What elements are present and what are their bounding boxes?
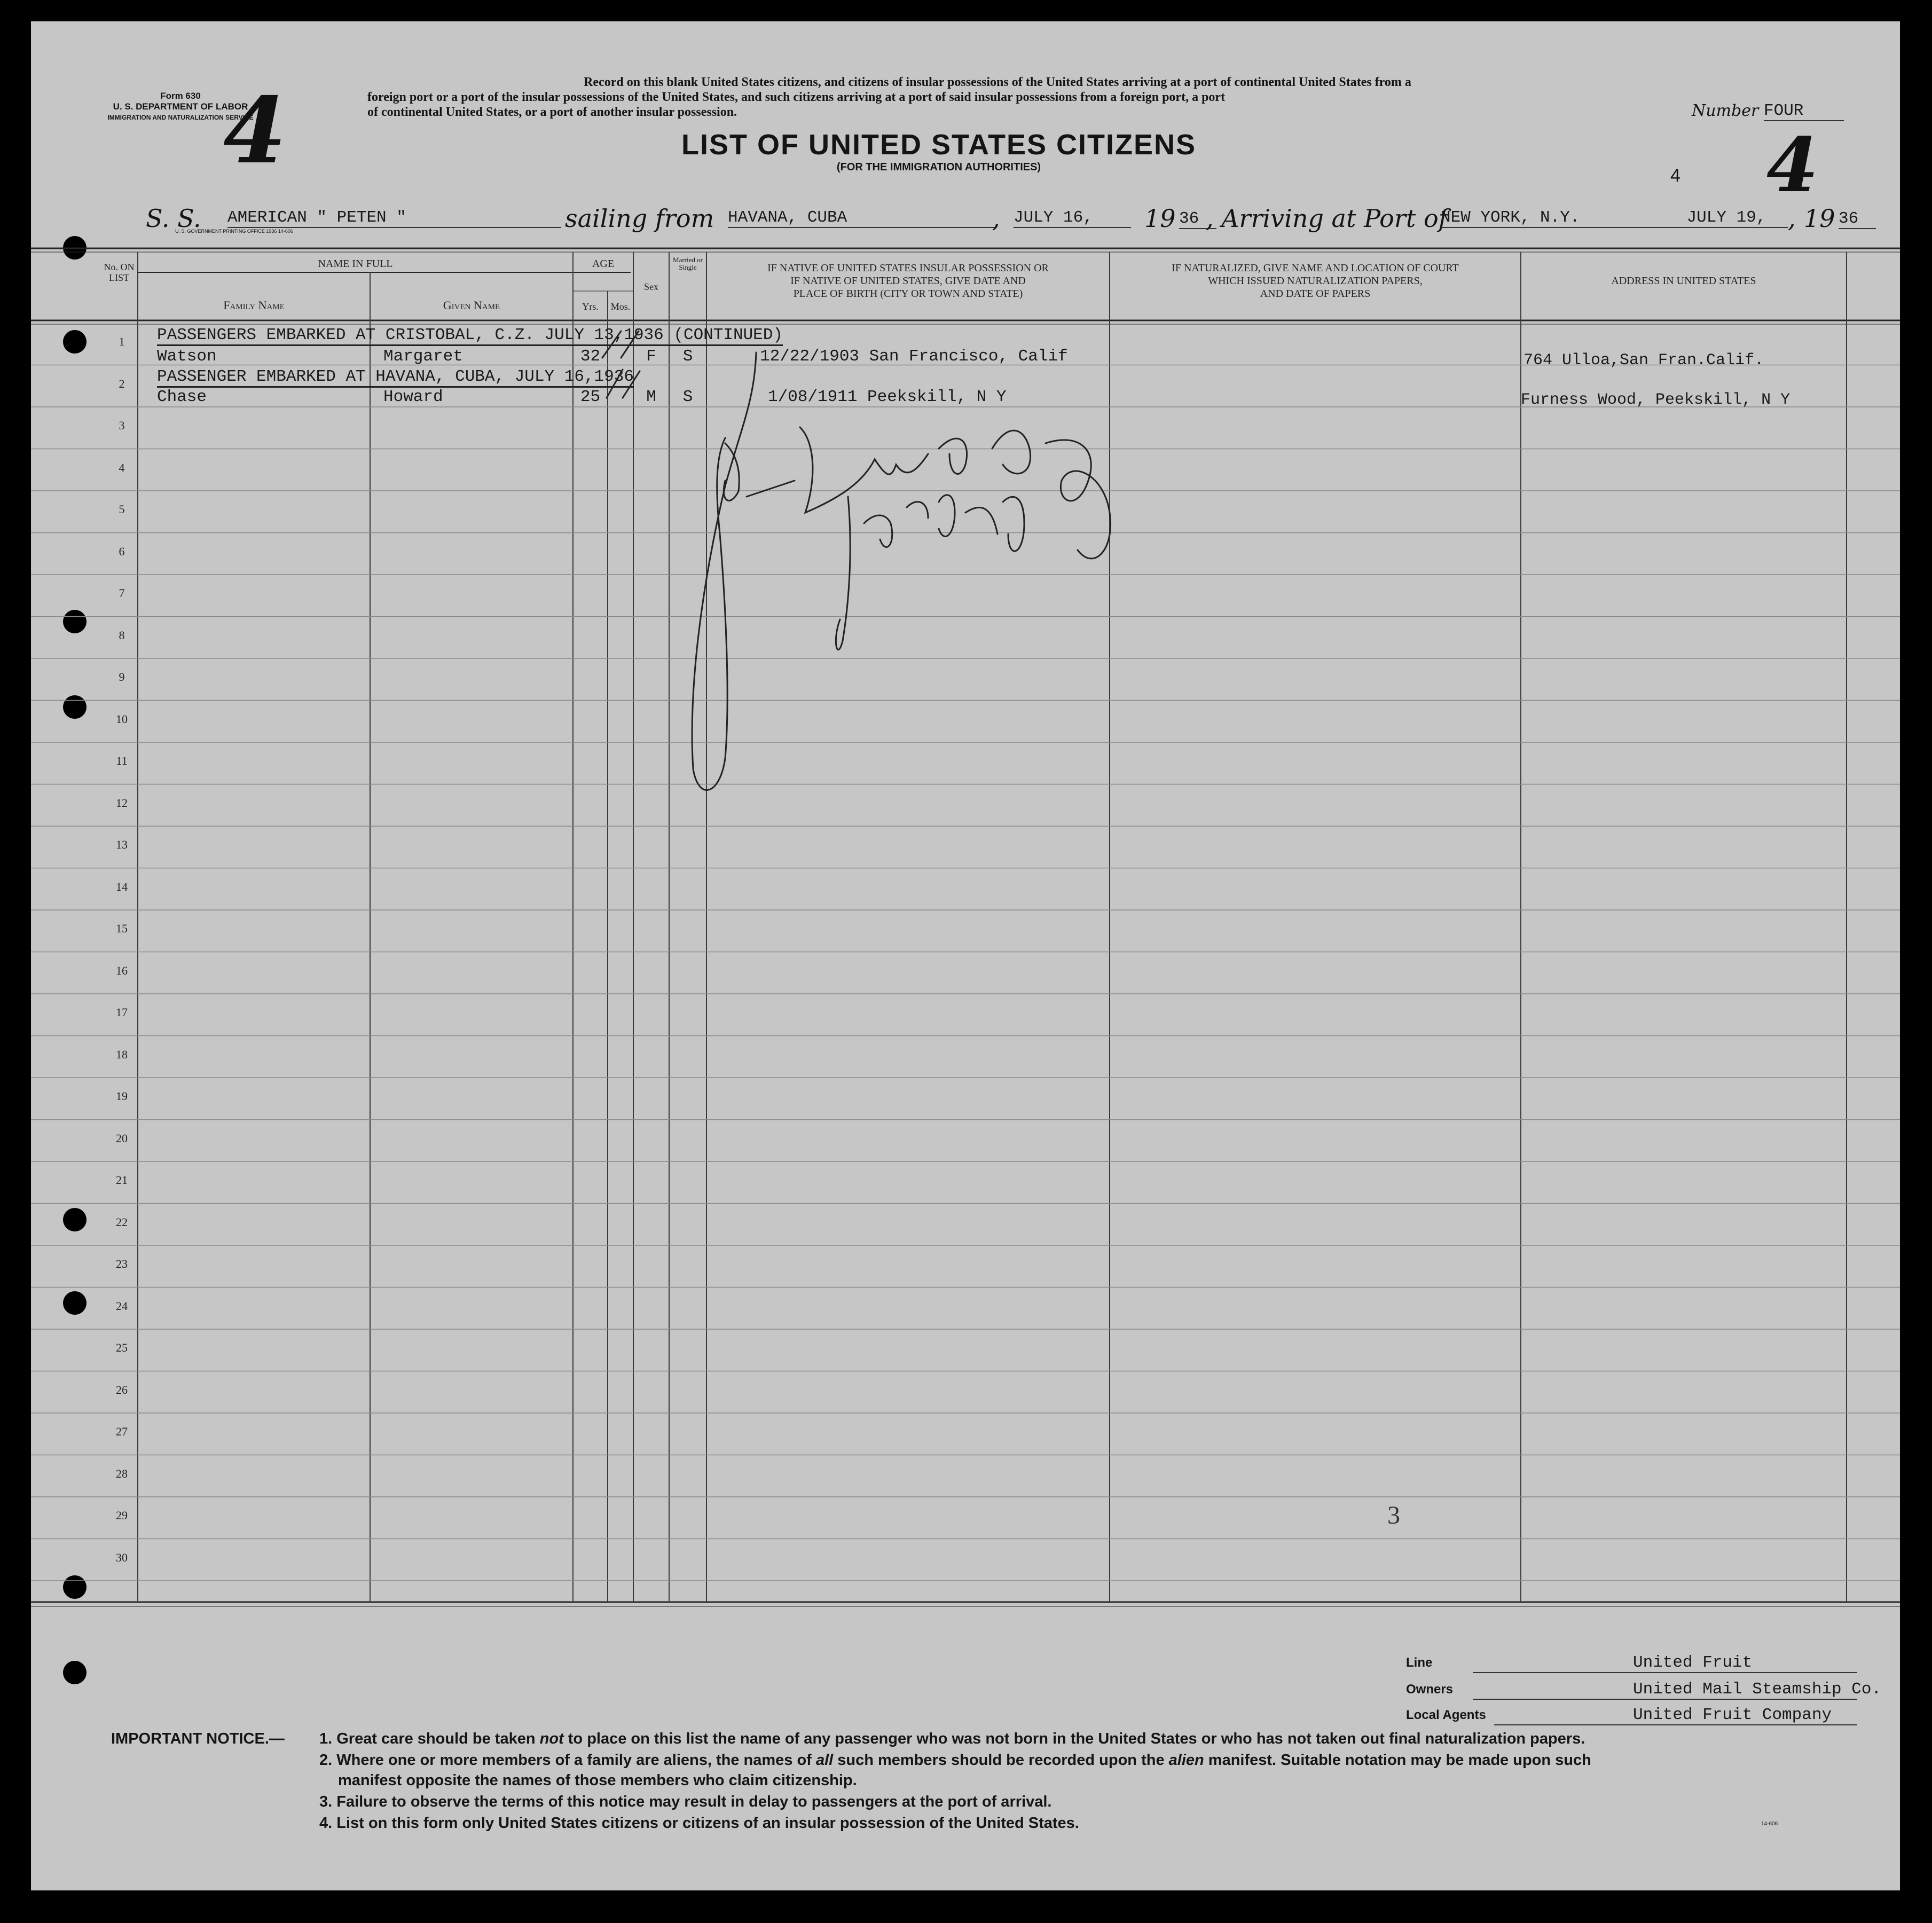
- page-subtitle: (FOR THE IMMIGRATION AUTHORITIES): [836, 161, 1041, 173]
- header-married-or-single: Married or Single: [673, 256, 703, 271]
- stamp-number: 3: [1387, 1501, 1400, 1529]
- row-number: 6: [119, 544, 125, 558]
- header-native-line: IF NATIVE OF UNITED STATES INSULAR POSSESSION OR: [767, 262, 1049, 274]
- number-label: Number: [1692, 101, 1759, 120]
- arriving-label: , Arriving at Port of: [1206, 204, 1448, 233]
- agents-value: United Fruit Company: [1494, 1706, 1857, 1725]
- row-number: 14: [116, 880, 128, 893]
- marital-status-cell: S: [682, 388, 693, 406]
- notice-item-2-cont: manifest opposite the names of those members who claim citizenship.: [338, 1772, 857, 1789]
- family-name-cell: Watson: [157, 347, 217, 366]
- header-family-name: Family Name: [223, 299, 285, 312]
- service-name: IMMIGRATION AND NATURALIZATION SERVICE: [107, 114, 254, 121]
- section-header-havana: PASSENGER EMBARKED AT HAVANA, CUBA, JULY 16,1936: [157, 367, 634, 388]
- sex-cell: F: [646, 347, 656, 366]
- departure-port: HAVANA, CUBA: [728, 208, 995, 228]
- notice-item-1: [319, 1730, 1585, 1748]
- row-number: 18: [116, 1047, 128, 1061]
- row-number: 16: [116, 963, 128, 977]
- notice-text: manifest. Suitable notation may be made upon such: [1204, 1752, 1591, 1769]
- notice-text: 2. Where one or more members of a family are aliens, the names of: [319, 1752, 816, 1769]
- arrival-year-prefix: 19: [1804, 204, 1835, 233]
- row-number: 13: [116, 838, 128, 851]
- birth-info-cell: 12/22/1903 San Francisco, Calif: [760, 347, 1068, 366]
- row-number: 1: [119, 335, 125, 348]
- notice-emphasis: not: [539, 1730, 564, 1747]
- notice-text: such members should be recorded upon the: [833, 1752, 1169, 1769]
- notice-item-3: 3. Failure to observe the terms of this notice may result in delay to passengers at the port of arrival.: [319, 1793, 1052, 1810]
- age-yrs-cell: 25: [580, 388, 601, 406]
- header-naturalized-line: WHICH ISSUED NATURALIZATION PAPERS,: [1208, 275, 1423, 287]
- given-name-cell: Margaret: [383, 347, 463, 366]
- header-native: [706, 262, 1110, 300]
- birth-info-cell: 1/08/1911 Peekskill, N Y: [768, 388, 1007, 406]
- header-naturalized-line: AND DATE OF PAPERS: [1260, 288, 1371, 300]
- notice-text: 1. Great care should be taken: [319, 1730, 540, 1747]
- header-naturalized-line: IF NATURALIZED, GIVE NAME AND LOCATION OF COURT: [1172, 262, 1459, 274]
- line-label: Line: [1406, 1655, 1433, 1670]
- row-number: 22: [116, 1215, 128, 1229]
- arrival-year: 36: [1839, 209, 1876, 229]
- preamble-line-3: of continental United States, or a port of another insular possession.: [367, 105, 737, 119]
- ss-label: S. S.: [146, 204, 201, 233]
- row-number: 11: [116, 754, 128, 767]
- header-no-on-list: No. ON LIST: [104, 262, 135, 283]
- row-number: 27: [116, 1425, 128, 1438]
- notice-emphasis: alien: [1168, 1752, 1204, 1769]
- row-number: 23: [116, 1257, 128, 1270]
- small-page-number: 4: [1670, 166, 1680, 186]
- year-prefix: 19: [1144, 204, 1176, 233]
- preamble-line-2: foreign port or a port of the insular possessions of the United States, and such citizens arriving at a port of said insular possessions from a foreign port, a port: [367, 90, 1226, 104]
- row-number: 8: [119, 628, 125, 642]
- agents-label: Local Agents: [1406, 1708, 1486, 1722]
- row-number: 7: [119, 586, 125, 600]
- header-name-in-full: NAME IN FULL: [318, 258, 393, 270]
- departure-date: JULY 16,: [1014, 208, 1131, 228]
- line-value: United Fruit: [1473, 1653, 1857, 1673]
- arrival-date: JULY 19,: [1665, 208, 1788, 228]
- row-number: 20: [116, 1131, 128, 1145]
- section-header-cristobal: PASSENGERS EMBARKED AT CRISTOBAL, C.Z. JULY 13,1936 (CONTINUED): [157, 326, 783, 346]
- notice-emphasis: all: [815, 1752, 834, 1769]
- page-title: LIST OF UNITED STATES CITIZENS: [681, 129, 1196, 161]
- department: U. S. DEPARTMENT OF LABOR: [113, 101, 248, 112]
- owners-label: Owners: [1406, 1682, 1454, 1697]
- form-code: 14-606: [1761, 1821, 1778, 1827]
- row-number: 19: [116, 1089, 128, 1103]
- number-value: FOUR: [1764, 101, 1844, 121]
- row-number: 9: [119, 670, 125, 684]
- row-number: 28: [116, 1466, 128, 1480]
- notice-text: to place on this list the name of any passenger who was not born in the United States or who has not taken out final naturalization papers.: [563, 1730, 1585, 1747]
- row-number: 5: [119, 503, 125, 516]
- ship-name: AMERICAN " PETEN ": [227, 208, 561, 228]
- notice-item-4: 4. List on this form only United States citizens or citizens of an insular possession of the United States.: [319, 1815, 1079, 1832]
- given-name-cell: Howard: [383, 388, 443, 406]
- handwritten-page-number-left: 4: [223, 77, 287, 184]
- row-number: 26: [116, 1383, 128, 1396]
- header-sex: Sex: [644, 281, 658, 292]
- address-cell: Furness Wood, Peekskill, N Y: [1521, 391, 1790, 409]
- row-number: 10: [116, 712, 128, 726]
- row-number: 12: [116, 796, 128, 810]
- preamble-line-1: Record on this blank United States citizens, and citizens of insular possessions of the United States arriving at a port of continental United States from a: [584, 75, 1411, 89]
- departure-year: 36: [1179, 209, 1216, 229]
- row-number: 3: [119, 419, 125, 432]
- form-number: Form 630: [160, 91, 201, 101]
- header-age: AGE: [592, 258, 615, 270]
- header-yrs: Yrs.: [582, 301, 599, 312]
- manifest-page: Form 630 U. S. DEPARTMENT OF LABOR IMMIGRATION AND NATURALIZATION SERVICE 4 U. S. GOVERNMENT PRINTING OFFICE 1936 14-606 Record on this blank United States citizens, and citizens of insular possessions of the United States arriving at a port of continental United States from a foreign port or a port of the insular possessions of the United States, and such citizens arriving at a port of said insular possessions from a foreign port, a port of continental United States, or a port of another insular possession. LIST OF UNITED STATES CITIZENS (FOR THE IMMIGRATION AUTHORITIES) Number FOUR 4 4 S. S. AMERICAN " PETEN " sailing from HAVANA, CUBA , JULY 16, 19 36 , Arriving at Port of NEW YORK, N.Y. JULY 19, , 19 36 No. ON LIST NAME IN FULL Family Name Given Name AGE Yrs. Mos. Sex Married or Single IF NATIVE OF UNITED STATES INSULAR POSSESSION OR IF NATIVE OF UNITED STATES, GIVE DATE AND PLACE OF BIRTH (CITY OR TOWN AND STATE) IF NATURALIZED, GIVE NAME AND LOCATION OF COURT WHICH ISSUED NATURALIZATION PAPERS, AND DATE OF PAPERS ADDRESS IN UNITED STATES 1 2 3 4 5 6 7 8 9 10 11 12 13 14 15 16 17 18 19 20 21 22 23 24 25 26 27 28 29 30 PASSENGERS EMBARKED AT CRISTOBAL, C.Z. JULY 13,1936 (CONTINUED) PASSENGER EMBARKED AT HAVANA, CUBA, JULY 16,1936 Watson Margaret 32 F S 12/22/1903 San Francisco, Calif 764 Ulloa,San Fran.Calif. Chase Howard 25 M S 1/08/1911 Peekskill, N Y Furness Wood, Peekskill, N Y 3 Line United Fruit Owners United Mail Steamship Co. Local Agents United Fruit Company IMPORTANT NOTICE.— 1. Great care should be taken not to place on this list the name of any passenger who was not born in the United States or who has not taken out final naturalization papers. 2. Where one or more members of a family are aliens, the names of all such members should be recorded upon the alien manifest. Suitable notation may be made upon such manifest opposite the names of those members who claim citizenship. 3. Failure to observe the terms of this notice may result in delay to passengers at the port of arrival. 4. List on this form only United States citizens or citizens of an insular possession of the United States. 14-606: [31, 21, 1900, 1890]
- header-native-line: PLACE OF BIRTH (CITY OR TOWN AND STATE): [793, 288, 1023, 300]
- gpo-note: U. S. GOVERNMENT PRINTING OFFICE 1936 14-606: [175, 229, 293, 234]
- row-number: 15: [116, 922, 128, 935]
- header-native-line: IF NATIVE OF UNITED STATES, GIVE DATE AND: [790, 275, 1026, 287]
- age-yrs-cell: 32: [580, 347, 601, 366]
- row-number: 29: [116, 1509, 128, 1522]
- row-number: 25: [116, 1341, 128, 1354]
- sex-cell: M: [646, 388, 656, 406]
- row-number: 24: [116, 1299, 128, 1313]
- owners-value: United Mail Steamship Co.: [1473, 1680, 1857, 1700]
- header-address: ADDRESS IN UNITED STATES: [1611, 275, 1756, 287]
- inspector-signature: [565, 320, 1152, 828]
- handwritten-page-number-right: 4: [1766, 122, 1819, 209]
- marital-status-cell: S: [682, 347, 693, 366]
- row-number: 2: [119, 376, 125, 390]
- row-number: 21: [116, 1173, 128, 1187]
- header-naturalized: [1110, 262, 1521, 300]
- family-name-cell: Chase: [157, 388, 207, 406]
- notice-heading: IMPORTANT NOTICE.—: [111, 1730, 285, 1747]
- row-number: 4: [119, 460, 125, 474]
- address-cell: 764 Ulloa,San Fran.Calif.: [1523, 351, 1764, 370]
- sailing-from-label: sailing from: [565, 204, 714, 233]
- header-given-name: Given Name: [443, 299, 500, 312]
- row-number: 30: [116, 1550, 128, 1564]
- notice-item-2: [319, 1752, 1591, 1769]
- row-number: 17: [116, 1006, 128, 1019]
- header-mos: Mos.: [610, 301, 631, 312]
- arrival-port: NEW YORK, N.Y.: [1441, 208, 1665, 228]
